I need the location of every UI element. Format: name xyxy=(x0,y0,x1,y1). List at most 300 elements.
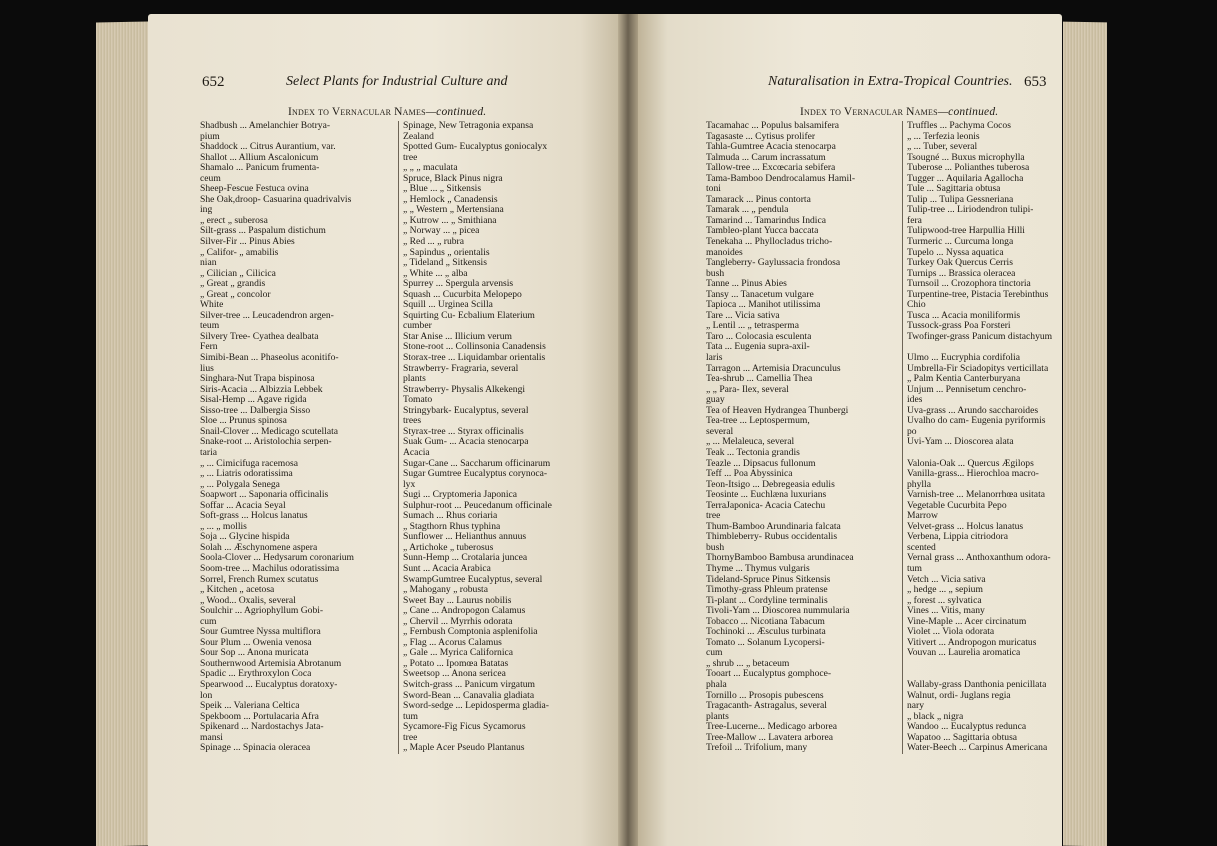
index-entry xyxy=(706,121,902,132)
index-entry xyxy=(403,617,603,628)
index-entry-text: Zealand xyxy=(403,131,434,142)
index-entry-text: Switch-grass ... Panicum virgatum xyxy=(403,679,535,690)
index-entry xyxy=(907,364,1062,375)
index-entry xyxy=(200,332,398,343)
index-entry xyxy=(403,342,603,353)
index-entry xyxy=(200,511,398,522)
index-entry xyxy=(706,216,902,227)
index-entry-text: Tragacanth- Astragalus, several xyxy=(706,701,827,712)
index-entry-text: Teak ... Tectonia grandis xyxy=(706,447,800,458)
index-entry xyxy=(403,691,603,702)
index-entry xyxy=(907,142,1062,153)
index-entry xyxy=(907,596,1062,607)
index-entry xyxy=(907,701,1062,712)
index-entry xyxy=(706,575,902,586)
index-entry-text: „ Great „ concolor xyxy=(200,289,271,300)
index-entry-text: Turpentine-tree, Pistacia Terebinthus xyxy=(907,289,1049,300)
index-entry xyxy=(403,226,603,237)
index-entry xyxy=(200,638,398,649)
index-entry-text: Sour Plum ... Owenia venosa xyxy=(200,637,312,648)
index-entry xyxy=(706,269,902,280)
index-entry-text: Violet ... Viola odorata xyxy=(907,627,995,638)
index-entry xyxy=(403,585,603,596)
index-entry xyxy=(907,617,1062,628)
index-entry-text: Tea-shrub ... Camellia Thea xyxy=(706,374,813,385)
index-entry xyxy=(403,205,603,216)
index-entry-text: ThornyBamboo Bambusa arundinacea xyxy=(706,553,854,564)
index-entry xyxy=(706,701,902,712)
index-entry-text xyxy=(907,669,909,680)
index-entry xyxy=(706,638,902,649)
index-entry xyxy=(200,153,398,164)
index-entry-text: Shallot ... Allium Ascalonicum xyxy=(200,152,319,163)
index-entry-text: Tallow-tree ... Excœcaria sebifera xyxy=(706,163,836,174)
index-entry xyxy=(403,406,603,417)
index-entry xyxy=(200,269,398,280)
index-entry xyxy=(403,459,603,470)
index-entry-text: „ Kitchen „ acetosa xyxy=(200,585,275,596)
index-entry xyxy=(706,743,902,754)
index-entry xyxy=(706,205,902,216)
index-entry xyxy=(907,564,1062,575)
index-entry xyxy=(200,132,398,143)
index-entry-text: cum xyxy=(200,616,217,627)
index-entry xyxy=(907,680,1062,691)
index-entry-text: „ forest ... sylvatica xyxy=(907,595,982,606)
index-entry-text: cumber xyxy=(403,321,432,332)
index-column xyxy=(398,121,603,754)
index-entry xyxy=(403,364,603,375)
page-number: 652 xyxy=(202,74,225,90)
index-entry xyxy=(403,132,603,143)
index-entry-text: „ Norway ... „ picea xyxy=(403,226,480,237)
index-entry xyxy=(706,669,902,680)
index-entry-text: ing xyxy=(200,205,213,216)
index-entry xyxy=(907,669,1062,680)
index-entry xyxy=(200,596,398,607)
index-entry xyxy=(706,374,902,385)
index-entry-text: Tare ... Vicia sativa xyxy=(706,310,780,321)
index-entry-text: Shaddock ... Citrus Aurantium, var. xyxy=(200,142,336,153)
index-entry-text: Tulip-tree ... Liriodendron tulipi- xyxy=(907,205,1034,216)
index-entry xyxy=(403,712,603,723)
index-entry xyxy=(403,142,603,153)
index-entry xyxy=(200,290,398,301)
index-entry-text: „ „ „ maculata xyxy=(403,163,458,174)
index-entry-text: Shamalo ... Panicum frumenta- xyxy=(200,163,320,174)
index-entry-text: SwampGumtree Eucalyptus, several xyxy=(403,574,543,585)
index-entry xyxy=(907,722,1062,733)
index-entry-text: Tusca ... Acacia moniliformis xyxy=(907,310,1021,321)
index-entry xyxy=(200,195,398,206)
index-entry-text: cum xyxy=(706,648,723,659)
index-entry xyxy=(706,712,902,723)
index-entry xyxy=(706,132,902,143)
index-entry-text: Soola-Clover ... Hedysarum coronarium xyxy=(200,553,354,564)
index-entry xyxy=(907,427,1062,438)
index-entry-text: Teon-Itsigo ... Debregeasia edulis xyxy=(706,479,835,490)
index-entry xyxy=(403,332,603,343)
index-entry xyxy=(200,627,398,638)
index-entry xyxy=(907,248,1062,259)
index-entry-text: Tangleberry- Gaylussacia frondosa xyxy=(706,258,841,269)
index-entry-text: Tata ... Eugenia supra-axil- xyxy=(706,342,810,353)
index-entry-text: plants xyxy=(706,711,729,722)
index-entry xyxy=(706,163,902,174)
index-entry-text: Sunflower ... Helianthus annuus xyxy=(403,532,527,543)
index-entry-text: Siris-Acacia ... Albizzia Lebbek xyxy=(200,384,323,395)
index-entry-text: Valonia-Oak ... Quercus Ægilops xyxy=(907,458,1034,469)
index-entry xyxy=(907,743,1062,754)
index-entry-text: Tarragon ... Artemisia Dracunculus xyxy=(706,363,841,374)
index-entry xyxy=(907,606,1062,617)
index-entry-text: Timothy-grass Phleum pratense xyxy=(706,585,828,596)
index-entry xyxy=(403,216,603,227)
index-entry xyxy=(403,553,603,564)
index-entry-text: Shadbush ... Amelanchier Botrya- xyxy=(200,121,331,131)
index-entry-text: Tea of Heaven Hydrangea Thunbergi xyxy=(706,405,849,416)
index-entry xyxy=(907,490,1062,501)
index-entry-text: scented xyxy=(907,542,936,553)
index-entry xyxy=(403,522,603,533)
index-entry-text: Vitivert ... Andropogon muricatus xyxy=(907,637,1037,648)
index-entry xyxy=(706,606,902,617)
index-entry xyxy=(706,437,902,448)
index-entry-text: Turmeric ... Curcuma longa xyxy=(907,237,1014,248)
index-entry xyxy=(907,532,1062,543)
index-entry-text: phala xyxy=(706,679,727,690)
index-entry-text: Tuberose ... Polianthes tuberosa xyxy=(907,163,1030,174)
index-entry-text: Ti-plant ... Cordyline terminalis xyxy=(706,595,828,606)
index-entry-text: Tulipwood-tree Harpullia Hilli xyxy=(907,226,1025,237)
index-entry xyxy=(403,416,603,427)
index-entry xyxy=(907,522,1062,533)
index-entry-text: Strawberry- Fragraria, several xyxy=(403,363,519,374)
index-entry-text: fera xyxy=(907,215,922,226)
index-entry-text: several xyxy=(706,426,734,437)
index-entry-text: Sweetsop ... Anona sericea xyxy=(403,669,506,680)
index-entry-text: phylla xyxy=(907,479,931,490)
index-entry-text: Vines ... Vitis, many xyxy=(907,606,985,617)
index-entry-text: Spotted Gum- Eucalyptus goniocalyx xyxy=(403,142,548,153)
index-entry xyxy=(403,743,603,754)
index-entry-text: Sisal-Hemp ... Agave rigida xyxy=(200,395,307,406)
index-entry-text: Silvery Tree- Cyathea dealbata xyxy=(200,331,319,342)
index-entry-text: Thyme ... Thymus vulgaris xyxy=(706,563,810,574)
index-entry xyxy=(907,585,1062,596)
index-entry xyxy=(907,279,1062,290)
index-entry-text: „ Califor- „ amabilis xyxy=(200,247,279,258)
index-entry-text: „ Cane ... Andropogon Calamus xyxy=(403,606,526,617)
index-entry-text: Tamarack ... Pinus contorta xyxy=(706,194,811,205)
index-entry xyxy=(403,174,603,185)
index-entry-text: Sword-Bean ... Canavalia gladiata xyxy=(403,690,535,701)
index-entry xyxy=(200,395,398,406)
index-entry xyxy=(907,627,1062,638)
index-entry-text: „ Sapindus „ orientalis xyxy=(403,247,490,258)
index-entry-text: „ Blue ... „ Sitkensis xyxy=(403,184,482,195)
index-entry-text: Tagasaste ... Cytisus prolifer xyxy=(706,131,816,142)
index-entry-text: „ Gale ... Myrica Californica xyxy=(403,648,514,659)
index-entry xyxy=(706,248,902,259)
left-page xyxy=(148,14,618,846)
index-entry xyxy=(200,184,398,195)
index-entry-text: Turnips ... Brassica oleracea xyxy=(907,268,1016,279)
index-entry xyxy=(200,564,398,575)
index-entry-text: Sunn-Hemp ... Crotalaria juncea xyxy=(403,553,528,564)
index-entry xyxy=(403,490,603,501)
index-entry-text: „ ... „ mollis xyxy=(200,521,247,532)
index-entry-text: pium xyxy=(200,131,220,142)
index-entry xyxy=(403,311,603,322)
index-entry-text: Sisso-tree ... Dalbergia Sisso xyxy=(200,405,311,416)
index-entry xyxy=(907,290,1062,301)
index-entry xyxy=(200,459,398,470)
index-entry xyxy=(706,459,902,470)
index-entry-text: Spinage, New Tetragonia expansa xyxy=(403,121,534,131)
index-entry xyxy=(200,279,398,290)
index-entry xyxy=(200,469,398,480)
index-heading-cont: —continued. xyxy=(425,106,487,118)
index-entry xyxy=(706,553,902,564)
index-entry xyxy=(907,226,1062,237)
index-entry xyxy=(907,469,1062,480)
index-entry xyxy=(907,153,1062,164)
index-entry xyxy=(403,427,603,438)
index-entry-text: teum xyxy=(200,321,220,332)
index-entry-text: Sycamore-Fig Ficus Sycamorus xyxy=(403,722,526,733)
index-entry xyxy=(706,722,902,733)
index-entry xyxy=(706,680,902,691)
index-entry-text: tree xyxy=(403,732,418,743)
index-entry-text: Walnut, ordi- Juglans regia xyxy=(907,690,1011,701)
index-entry-text: Chio xyxy=(907,300,926,311)
index-entry xyxy=(907,543,1062,554)
index-entry xyxy=(706,184,902,195)
index-column xyxy=(706,121,902,754)
index-entry-text: Marrow xyxy=(907,511,938,522)
index-entry xyxy=(907,195,1062,206)
index-heading-main: Index to Vernacular Names xyxy=(800,106,938,118)
index-entry-text: „ black „ nigra xyxy=(907,711,964,722)
index-entry xyxy=(706,585,902,596)
running-title: Naturalisation in Extra-Tropical Countries. xyxy=(768,74,1013,89)
index-entry xyxy=(706,532,902,543)
index-entry-text: Tussock-grass Poa Forsteri xyxy=(907,321,1011,332)
index-entry-text: „ Great „ grandis xyxy=(200,279,266,290)
index-entry-text: „ Stagthorn Rhus typhina xyxy=(403,521,501,532)
right-page xyxy=(638,14,1062,846)
index-entry-text: ceum xyxy=(200,173,221,184)
index-entry xyxy=(403,448,603,459)
index-entry-text: Twofinger-grass Panicum distachyum xyxy=(907,331,1053,342)
index-entry xyxy=(907,321,1062,332)
index-entry-text: Vine-Maple ... Acer circinatum xyxy=(907,616,1027,627)
index-entry xyxy=(706,617,902,628)
index-entry-text: „ Potato ... Ipomœa Batatas xyxy=(403,658,509,669)
index-entry-text xyxy=(907,448,909,459)
index-entry xyxy=(403,163,603,174)
index-entry xyxy=(706,195,902,206)
index-entry-text: „ hedge ... „ sepium xyxy=(907,585,983,596)
index-entry xyxy=(706,290,902,301)
index-entry-text: Snail-Clover ... Medicago scutellata xyxy=(200,426,339,437)
index-entry xyxy=(200,648,398,659)
index-entry-text: Sulphur-root ... Peucedanum officinale xyxy=(403,500,552,511)
index-entry xyxy=(403,596,603,607)
index-entry xyxy=(200,342,398,353)
index-entry xyxy=(907,269,1062,280)
index-entry-text: Tomato ... Solanum Lycopersi- xyxy=(706,637,825,648)
index-entry-text: „ Red ... „ rubra xyxy=(403,237,465,248)
index-entry-text: Tree-Lucerne... Medicago arborea xyxy=(706,722,837,733)
index-entry xyxy=(403,385,603,396)
index-entry-text: She Oak,droop- Casuarina quadrivalvis xyxy=(200,194,352,205)
index-entry-text: Turkey Oak Quercus Cerris xyxy=(907,258,1013,269)
index-entry xyxy=(706,237,902,248)
index-entry xyxy=(907,121,1062,132)
index-entry xyxy=(200,480,398,491)
index-entry xyxy=(403,701,603,712)
index-entry-text: „ Hemlock „ Canadensis xyxy=(403,194,498,205)
index-heading-cont: —continued. xyxy=(937,106,999,118)
index-entry-text: Sugi ... Cryptomeria Japonica xyxy=(403,490,518,501)
index-entry xyxy=(403,184,603,195)
index-entry xyxy=(706,501,902,512)
index-entry xyxy=(706,226,902,237)
index-entry xyxy=(706,364,902,375)
index-entry xyxy=(907,184,1062,195)
index-entry-text: Vegetable Cucurbita Pepo xyxy=(907,500,1007,511)
index-entry-text: Singhara-Nut Trapa bispinosa xyxy=(200,374,315,385)
index-entry xyxy=(200,174,398,185)
index-entry xyxy=(706,311,902,322)
index-entry-text: Southernwood Artemisia Abrotanum xyxy=(200,658,342,669)
index-entry xyxy=(907,385,1062,396)
index-entry-text: Storax-tree ... Liquidambar orientalis xyxy=(403,353,546,364)
index-entry xyxy=(706,427,902,438)
index-entry-text: ides xyxy=(907,395,923,406)
index-entry xyxy=(706,416,902,427)
running-title: Select Plants for Industrial Culture and xyxy=(286,74,508,89)
index-entry xyxy=(706,522,902,533)
index-entry xyxy=(200,321,398,332)
index-entry xyxy=(907,395,1062,406)
index-entry-text: Soulchir ... Agriophyllum Gobi- xyxy=(200,606,324,617)
index-entry-text: „ Chervil ... Myrrhis odorata xyxy=(403,616,513,627)
index-entry xyxy=(907,216,1062,227)
index-entry xyxy=(706,142,902,153)
index-entry xyxy=(200,522,398,533)
index-entry xyxy=(403,374,603,385)
index-entry xyxy=(200,680,398,691)
index-entry-text: Thimbleberry- Rubus occidentalis xyxy=(706,532,838,543)
index-entry-text: Tulip ... Tulipa Gessneriana xyxy=(907,194,1014,205)
index-entry xyxy=(403,669,603,680)
index-entry-text: „ ... Terfezia leonis xyxy=(907,131,980,142)
index-entry-text: Tornillo ... Prosopis pubescens xyxy=(706,690,824,701)
index-entry-text: Spekboom ... Portulacaria Afra xyxy=(200,711,319,722)
index-entry xyxy=(200,300,398,311)
index-entry xyxy=(907,733,1062,744)
index-entry-text: Spikenard ... Nardostachys Jata- xyxy=(200,722,324,733)
index-entry-text: Fern xyxy=(200,342,218,353)
index-entry xyxy=(200,226,398,237)
index-entry xyxy=(706,596,902,607)
index-entry-text: Squash ... Cucurbita Melopepo xyxy=(403,289,522,300)
index-entry xyxy=(706,543,902,554)
index-entry xyxy=(706,353,902,364)
index-entry-text: Sour Sop ... Anona muricata xyxy=(200,648,309,659)
index-entry-text: Uvi-Yam ... Dioscorea alata xyxy=(907,437,1014,448)
index-entry xyxy=(907,459,1062,470)
page-number: 653 xyxy=(1024,74,1047,90)
index-entry xyxy=(403,543,603,554)
index-heading-main: Index to Vernacular Names xyxy=(288,106,426,118)
index-entry-text: Suak Gum- ... Acacia stenocarpa xyxy=(403,437,529,448)
index-entry xyxy=(200,353,398,364)
index-entry-text: Tea-tree ... Leptospermum, xyxy=(706,416,810,427)
index-entry-text: „ ... Cimicifuga racemosa xyxy=(200,458,299,469)
index-entry xyxy=(200,553,398,564)
index-heading xyxy=(288,106,486,118)
index-entry xyxy=(706,733,902,744)
left-page-stack xyxy=(96,22,148,846)
index-entry xyxy=(706,258,902,269)
index-entry-text: Vernal grass ... Anthoxanthum odora- xyxy=(907,553,1051,564)
index-entry xyxy=(907,501,1062,512)
index-entry xyxy=(907,205,1062,216)
index-entry xyxy=(200,585,398,596)
index-entry-text: Sorrel, French Rumex scutatus xyxy=(200,574,319,585)
index-entry xyxy=(706,385,902,396)
index-entry-text: Strawberry- Physalis Alkekengi xyxy=(403,384,526,395)
index-entry xyxy=(200,691,398,702)
index-entry-text: „ Fernbush Comptonia asplenifolia xyxy=(403,627,538,638)
index-entry-text: mansi xyxy=(200,732,223,743)
index-entry-text: Acacia xyxy=(403,447,430,458)
index-entry xyxy=(706,659,902,670)
index-entry-text: Tule ... Sagittaria obtusa xyxy=(907,184,1001,195)
index-entry xyxy=(706,342,902,353)
index-entry xyxy=(200,437,398,448)
index-entry-text: Sheep-Fescue Festuca ovina xyxy=(200,184,309,195)
index-entry xyxy=(403,269,603,280)
index-entry xyxy=(907,300,1062,311)
index-entry-text: „ Maple Acer Pseudo Plantanus xyxy=(403,743,525,754)
index-entry xyxy=(907,406,1062,417)
index-entry-text: Soft-grass ... Holcus lanatus xyxy=(200,511,308,522)
index-entry-text: Verbena, Lippia citriodora xyxy=(907,532,1008,543)
index-entry-text: Silt-grass ... Paspalum distichum xyxy=(200,226,326,237)
index-entry-text: Trefoil ... Trifolium, many xyxy=(706,743,808,754)
index-entry xyxy=(907,416,1062,427)
index-entry xyxy=(403,638,603,649)
index-entry-text: Simibi-Bean ... Phaseolus aconitifo- xyxy=(200,353,339,364)
index-entry-text: Tambleo-plant Yucca baccata xyxy=(706,226,819,237)
index-entry xyxy=(403,680,603,691)
index-entry-text: Tobacco ... Nicotiana Tabacum xyxy=(706,616,825,627)
index-entry xyxy=(907,332,1062,343)
index-entry xyxy=(907,448,1062,459)
index-entry xyxy=(200,205,398,216)
index-entry-text: lon xyxy=(200,690,213,701)
index-entry-text: Sunt ... Acacia Arabica xyxy=(403,563,491,574)
index-entry xyxy=(907,712,1062,723)
index-entry xyxy=(403,395,603,406)
index-entry-text: Tenekaha ... Phyllocladus tricho- xyxy=(706,237,833,248)
index-entry-text: Tree-Mallow ... Lavatera arborea xyxy=(706,732,833,743)
